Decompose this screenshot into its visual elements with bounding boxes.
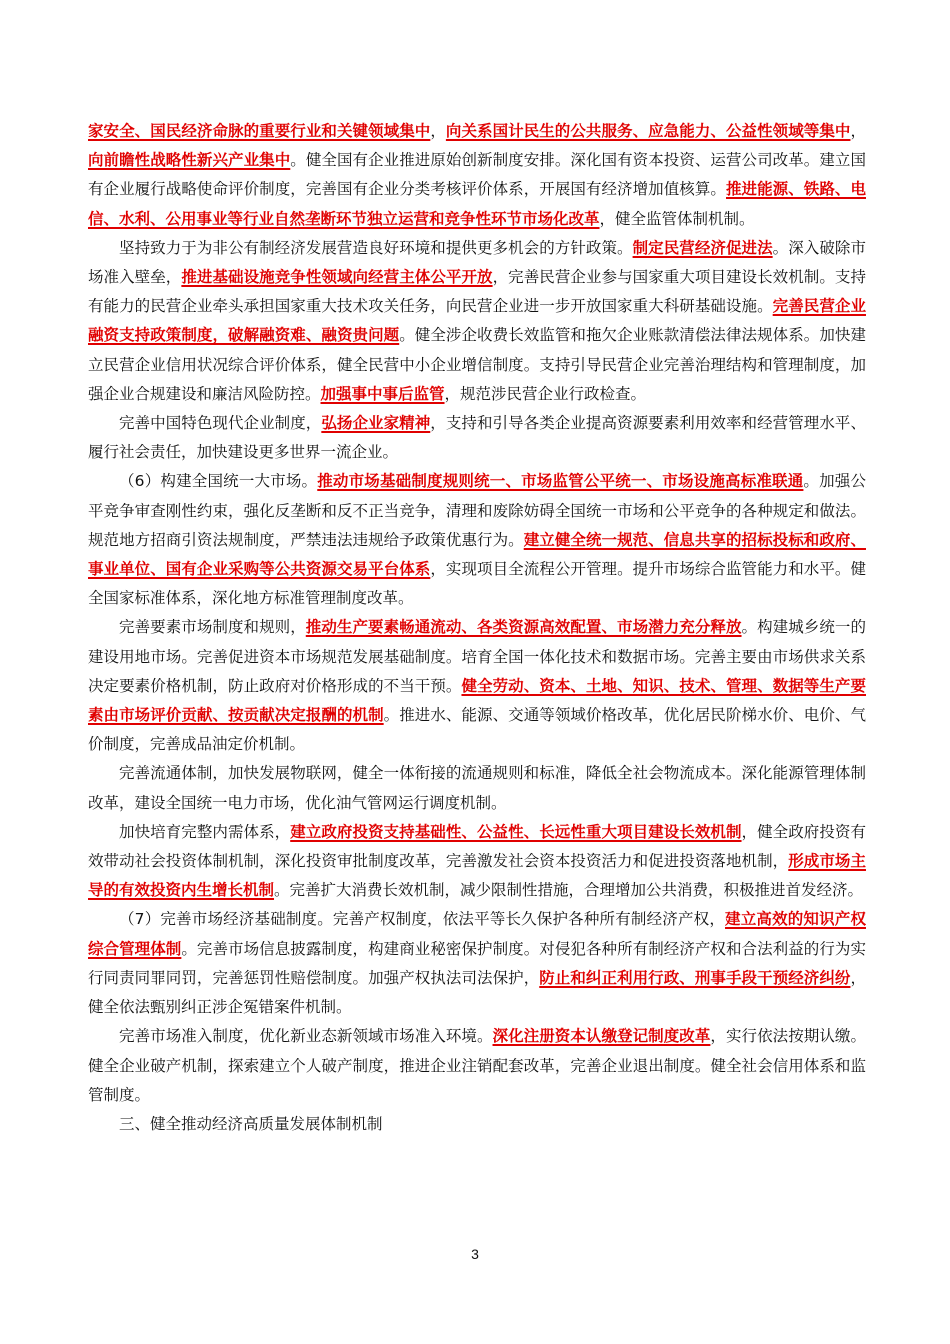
body-text: 。推进水、能源、交通等领域价格改革，优化居民阶梯水价、电价、气价制度，完善成品油定价机制。 [88, 706, 866, 754]
paragraph [88, 1022, 866, 1110]
paragraph [88, 1110, 866, 1139]
highlighted-text: 加强事中事后监管 [320, 384, 445, 403]
body-text: 。完善市场信息披露制度，构建商业秘密保护制度。对侵犯各种所有制经济产权和合法利益的行为实行同责同罪同罚，完善惩罚性赔偿制度。加强产权执法司法保护， [88, 939, 866, 987]
paragraph [88, 467, 866, 613]
body-text: ，支持和引导各类企业提高资源要素利用效率和经营管理水平、履行社会责任，加快建设更多世界一流企业。 [88, 414, 866, 462]
paragraph [88, 905, 866, 1022]
highlighted-text: 建立健全统一规范、信息共享的招标投标和政府、事业单位、国有企业采购等公共资源交易平台体系 [88, 530, 866, 579]
body-text: ，健全依法甄别纠正涉企冤错案件机制。 [88, 968, 866, 1017]
body-text: 。完善扩大消费长效机制，减少限制性措施，合理增加公共消费，积极推进首发经济。 [274, 881, 864, 900]
highlighted-text: 向前瞻性战略性新兴产业集中 [88, 151, 291, 170]
paragraph [88, 613, 866, 759]
body-text: ，健全监管体制机制。 [599, 209, 755, 228]
body-text: ，实现项目全流程公开管理。提升市场综合监管能力和水平。健全国家标准体系，深化地方标准管理制度改革。 [88, 560, 866, 608]
body-text: 坚持致力于为非公有制经济发展营造良好环境和提供更多机会的方针政策。 [119, 238, 633, 257]
body-text: 加快培育完整内需体系， [119, 822, 291, 841]
body-text: 。加强公平竞争审查刚性约束，强化反垄断和反不正当竞争，清理和废除妨碍全国统一市场和公平竞争的各种规定和做法。规范地方招商引资法规制度，严禁违法违规给予政策优惠行为。 [88, 472, 866, 549]
body-text: ， [850, 122, 866, 140]
body-text: ，实行依法按期认缴。健全企业破产机制，探索建立个人破产制度，推进企业注销配套改革，完善企业退出制度。健全社会信用体系和监管制度。 [88, 1027, 866, 1104]
highlighted-text: 推进能源、铁路、电信、水利、公用事业等行业自然垄断环节独立运营和竞争性环节市场化改革 [88, 180, 866, 228]
document-body [88, 117, 866, 1139]
body-text: 完善市场准入制度，优化新业态新领域市场准入环境。 [119, 1027, 493, 1046]
highlighted-text: 推动市场基础制度规则统一、市场监管公平统一、市场设施高标准联通 [317, 472, 804, 491]
page-number: 3 [471, 1246, 479, 1262]
body-text: 三、健全推动经济高质量发展体制机制 [119, 1114, 383, 1133]
body-text: （6）构建全国统一大市场。 [119, 472, 318, 491]
body-text: 完善中国特色现代企业制度， [119, 414, 322, 433]
body-text: ，规范涉民营企业行政检查。 [444, 384, 647, 403]
paragraph [88, 117, 866, 234]
body-text: 完善流通体制，加快发展物联网，健全一体衔接的流通规则和标准，降低全社会物流成本。深化能源管理体制改革，建设全国统一电力市场，优化油气管网运行调度机制。 [88, 764, 866, 812]
highlighted-text: 建立政府投资支持基础性、公益性、长远性重大项目建设长效机制 [290, 822, 742, 841]
body-text: 。构建城乡统一的建设用地市场。完善促进资本市场规范发展基础制度。培育全国一体化技术和数据市场。完善主要由市场供求关系决定要素价格机制，防止政府对价格形成的不当干预。 [88, 618, 866, 695]
body-text: ，健全政府投资有效带动社会投资体制机制，深化投资审批制度改革，完善激发社会资本投资活力和促进投资落地机制， [88, 822, 866, 871]
paragraph [88, 409, 866, 467]
body-text: ，完善民营企业参与国家重大项目建设长效机制。支持有能力的民营企业牵头承担国家重大技术攻关任务，向民营企业进一步开放国家重大科研基础设施。 [88, 268, 866, 316]
body-text: 。深入破除市场准入壁垒， [88, 238, 866, 287]
body-text: ， [430, 122, 446, 140]
highlighted-text: 制定民营经济促进法 [632, 238, 773, 257]
highlighted-text: 防止和纠正利用行政、刑事手段干预经济纠纷 [539, 968, 851, 987]
highlighted-text: 向关系国计民生的公共服务、应急能力、公益性领域等集中 [445, 122, 851, 140]
paragraph [88, 234, 866, 409]
highlighted-text: 深化注册资本认缴登记制度改革 [492, 1027, 711, 1046]
paragraph [88, 818, 866, 906]
highlighted-text: 健全劳动、资本、土地、知识、技术、管理、数据等生产要素由市场评价贡献、按贡献决定报酬的机制 [88, 676, 866, 725]
highlighted-text: 推进基础设施竞争性领域向经营主体公平开放 [181, 268, 493, 287]
highlighted-text: 形成市场主导的有效投资内生增长机制 [88, 852, 866, 900]
highlighted-text: 家安全、国民经济命脉的重要行业和关键领域集中 [88, 122, 431, 140]
body-text: 。健全国有企业推进原始创新制度安排。深化国有资本投资、运营公司改革。建立国有企业履行战略使命评价制度，完善国有企业分类考核评价体系，开展国有经济增加值核算。 [88, 151, 866, 199]
highlighted-text: 完善民营企业融资支持政策制度，破解融资难、融资贵问题 [88, 297, 866, 345]
paragraph [88, 759, 866, 817]
body-text: 完善要素市场制度和规则， [119, 618, 306, 637]
body-text: （7）完善市场经济基础制度。完善产权制度，依法平等长久保护各种所有制经济产权， [119, 910, 726, 929]
highlighted-text: 建立高效的知识产权综合管理体制 [88, 910, 866, 958]
highlighted-text: 推动生产要素畅通流动、各类资源高效配置、市场潜力充分释放 [305, 618, 742, 637]
highlighted-text: 弘扬企业家精神 [321, 414, 431, 433]
body-text: 。健全涉企收费长效监管和拖欠企业账款清偿法律法规体系。加快建立民营企业信用状况综合评价体系，健全民营中小企业增信制度。支持引导民营企业完善治理结构和管理制度，加强企业合规建设和廉洁风险防控。 [88, 326, 866, 403]
